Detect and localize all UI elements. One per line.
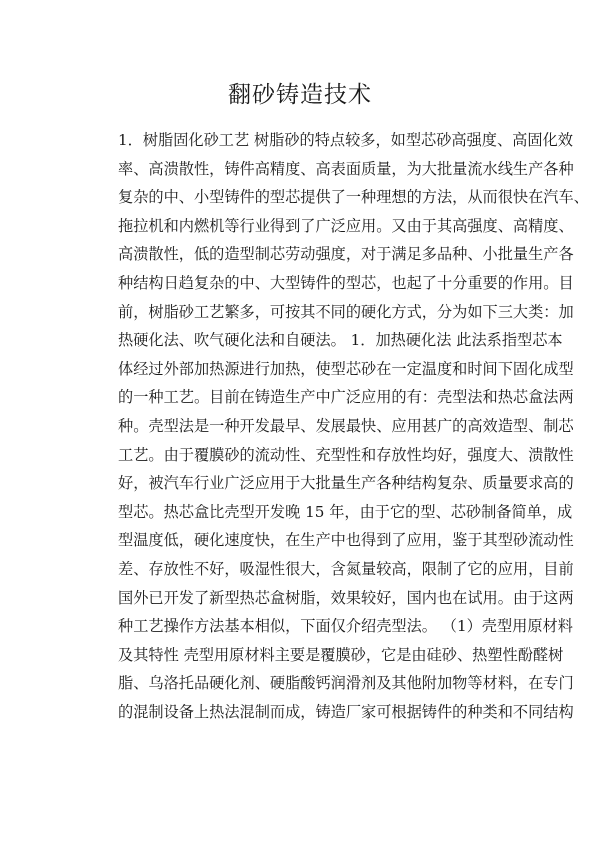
body-line: 复杂的中、小型铸件的型芯提供了一种理想的方法，从而很快在汽车、	[118, 188, 589, 207]
body-line: 的一种工艺。目前在铸造生产中广泛应用的有：壳型法和热芯盒法两	[118, 388, 574, 407]
body-line: 型温度低，硬化速度快，在生产中也得到了应用，鉴于其型砂流动性	[118, 531, 574, 550]
body-line: 工艺。由于覆膜砂的流动性、充型性和存放性均好，强度大、溃散性	[118, 445, 574, 464]
body-line: 高溃散性，低的造型制芯劳动强度，对于满足多品种、小批量生产各	[118, 245, 574, 264]
body-line: 型芯。热芯盒比壳型开发晚 15 年，由于它的型、芯砂制备简单，成	[118, 502, 573, 521]
body-line: 的混制设备上热法混制而成，铸造厂家可根据铸件的种类和不同结构	[118, 702, 574, 721]
body-line: 种工艺操作方法基本相似，下面仅介绍壳型法。 （1）壳型用原材料	[118, 617, 573, 636]
body-line: 脂、乌洛托品硬化剂、硬脂酸钙润滑剂及其他附加物等材料，在专门	[118, 674, 574, 693]
body-line: 热硬化法、吹气硬化法和自硬法。 1．加热硬化法 此法系指型芯本	[118, 331, 563, 350]
body-line: 差、存放性不好，吸湿性很大，含氮量较高，限制了它的应用，目前	[118, 559, 574, 578]
body-line: 好，被汽车行业广泛应用于大批量生产各种结构复杂、质量要求高的	[118, 474, 574, 493]
body-line: 种结构日趋复杂的中、大型铸件的型芯，也起了十分重要的作用。目	[118, 273, 574, 292]
body-line: 率、高溃散性，铸件高精度、高表面质量，为大批量流水线生产各种	[118, 159, 574, 178]
body-line: 1．树脂固化砂工艺 树脂砂的特点较多，如型芯砂高强度、高固化效	[118, 131, 573, 149]
body-line: 前，树脂砂工艺繁多，可按其不同的硬化方式，分为如下三大类：加	[118, 302, 574, 321]
body-line: 体经过外部加热源进行加热，使型芯砂在一定温度和时间下固化成型	[118, 359, 574, 378]
body-line: 及其特性 壳型用原材料主要是覆膜砂，它是由硅砂、热塑性酚醛树	[118, 645, 564, 664]
body-line: 种。壳型法是一种开发最早、发展最快、应用甚广的高效造型、制芯	[118, 416, 574, 435]
body-line: 拖拉机和内燃机等行业得到了广泛应用。又由于其高强度、高精度、	[118, 216, 574, 235]
document-title: 翻砂铸造技术	[228, 82, 372, 108]
document-body	[118, 126, 589, 726]
body-line: 国外已开发了新型热芯盒树脂，效果较好，国内也在试用。由于这两	[118, 588, 574, 607]
